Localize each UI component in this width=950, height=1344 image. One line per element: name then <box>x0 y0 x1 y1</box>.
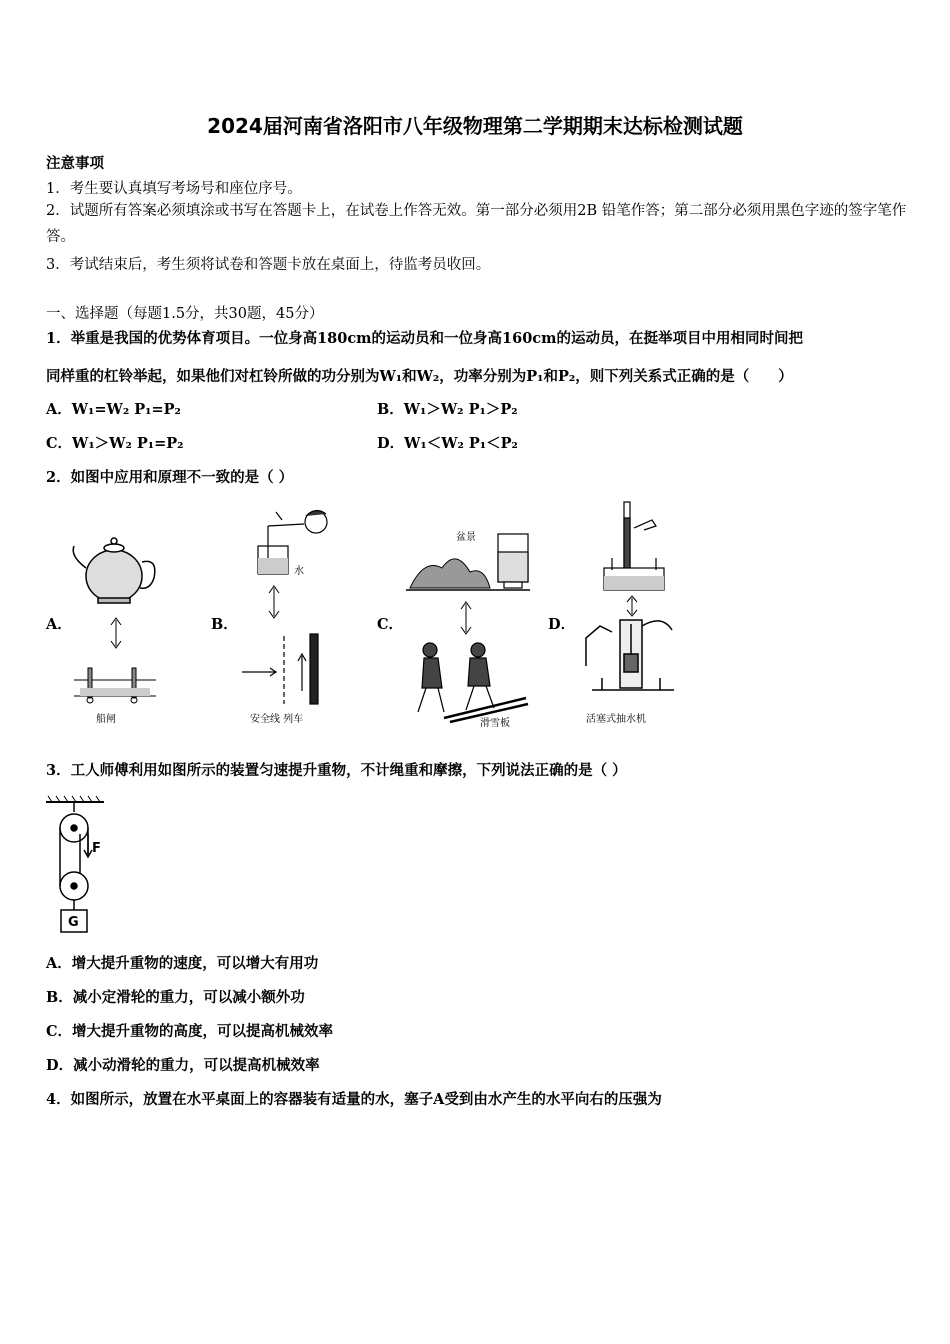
q2-label-d: D． <box>548 616 576 633</box>
lock-canal-icon <box>74 668 156 703</box>
q2-basin-label: 盆景 <box>456 532 476 543</box>
q2-water-label: 水 <box>294 566 304 577</box>
ceiling-support-icon <box>46 796 104 802</box>
straw-apparatus-icon <box>258 512 304 574</box>
section-heading: 一、选择题（每题1.5分，共30题，45分） <box>46 306 324 322</box>
q3-option-a: A．增大提升重物的速度，可以增大有用功 <box>46 955 319 972</box>
q2-figure-b <box>236 506 346 730</box>
notice-heading: 注意事项 <box>46 155 104 172</box>
q1-option-d: D．W₁＜W₂ P₁＜P₂ <box>377 435 518 452</box>
notice-item-2: 2．试题所有答案必须填涂或书写在答题卡上，在试卷上作答无效。第一部分必须用2B 铅笔作答；第二部分必须用黑色字迹的签字笔作答。 <box>46 203 907 245</box>
q3-option-b: B．减小定滑轮的重力，可以减小额外功 <box>46 989 305 1006</box>
q2-caption-a: 船闸 <box>96 714 116 725</box>
double-arrow-icon <box>111 618 121 648</box>
q2-label-c: C． <box>377 616 404 633</box>
notice-item-3: 3．考试结束后，考生须将试卷和答题卡放在桌面上，待监考员收回。 <box>46 257 491 273</box>
movable-pulley-icon <box>60 872 88 910</box>
q2-caption-d: 活塞式抽水机 <box>586 714 646 725</box>
barometer-tube-icon <box>604 502 664 590</box>
water-bottle-icon <box>498 534 528 588</box>
q1-option-c: C．W₁＞W₂ P₁=P₂ <box>46 435 184 452</box>
double-arrow-icon <box>627 596 637 616</box>
fixed-pulley-icon <box>60 802 88 842</box>
q4-stem: 4．如图所示，放置在水平桌面上的容器装有适量的水，塞子A受到由水产生的水平向右的压强为 <box>46 1091 662 1108</box>
q3-option-c: C．增大提升重物的高度，可以提高机械效率 <box>46 1023 334 1040</box>
q2-caption-c: 滑雪板 <box>480 718 510 729</box>
q2-stem: 2．如图中应用和原理不一致的是（ ） <box>46 469 294 486</box>
skier-icon <box>418 643 528 722</box>
q1-stem-line2: 同样重的杠铃举起，如果他们对杠铃所做的功分别为W₁和W₂，功率分别为P₁和P₂，则下列关系式正确的是（ ） <box>46 368 793 385</box>
q3-option-d: D．减小动滑轮的重力，可以提高机械效率 <box>46 1057 320 1074</box>
q2-figure-a <box>66 528 166 728</box>
q2-label-b: B． <box>211 616 238 633</box>
q1-option-b: B．W₁＞W₂ P₁＞P₂ <box>377 401 518 418</box>
q3-pulley-figure <box>44 794 110 936</box>
q2-label-a: A． <box>46 616 72 633</box>
page-title: 2024届河南省洛阳市八年级物理第二学期期末达标检测试题 <box>207 114 743 138</box>
q2-figure-c <box>404 528 534 732</box>
q3-stem: 3．工人师傅利用如图所示的装置匀速提升重物，不计绳重和摩擦，下列说法正确的是（ ） <box>46 762 627 779</box>
piston-pump-icon <box>586 620 674 690</box>
train-icon <box>242 634 318 704</box>
notice-item-1: 1．考生要认真填写考场号和座位序号。 <box>46 181 302 197</box>
teapot-icon <box>73 538 155 603</box>
q2-figure-d <box>582 498 682 730</box>
q3-force-label: F <box>92 841 101 856</box>
q1-option-a: A．W₁=W₂ P₁=P₂ <box>46 401 181 418</box>
double-arrow-icon <box>269 586 279 618</box>
double-arrow-icon <box>461 602 471 634</box>
q3-weight-label: G <box>68 915 79 930</box>
q1-stem-line1: 1．举重是我国的优势体育项目。一位身高180cm的运动员和一位身高160cm的运动员，在挺举项目中用相同时间把 <box>46 330 803 347</box>
person-head-icon <box>305 510 327 533</box>
q2-caption-b: 安全线 列车 <box>250 714 304 725</box>
